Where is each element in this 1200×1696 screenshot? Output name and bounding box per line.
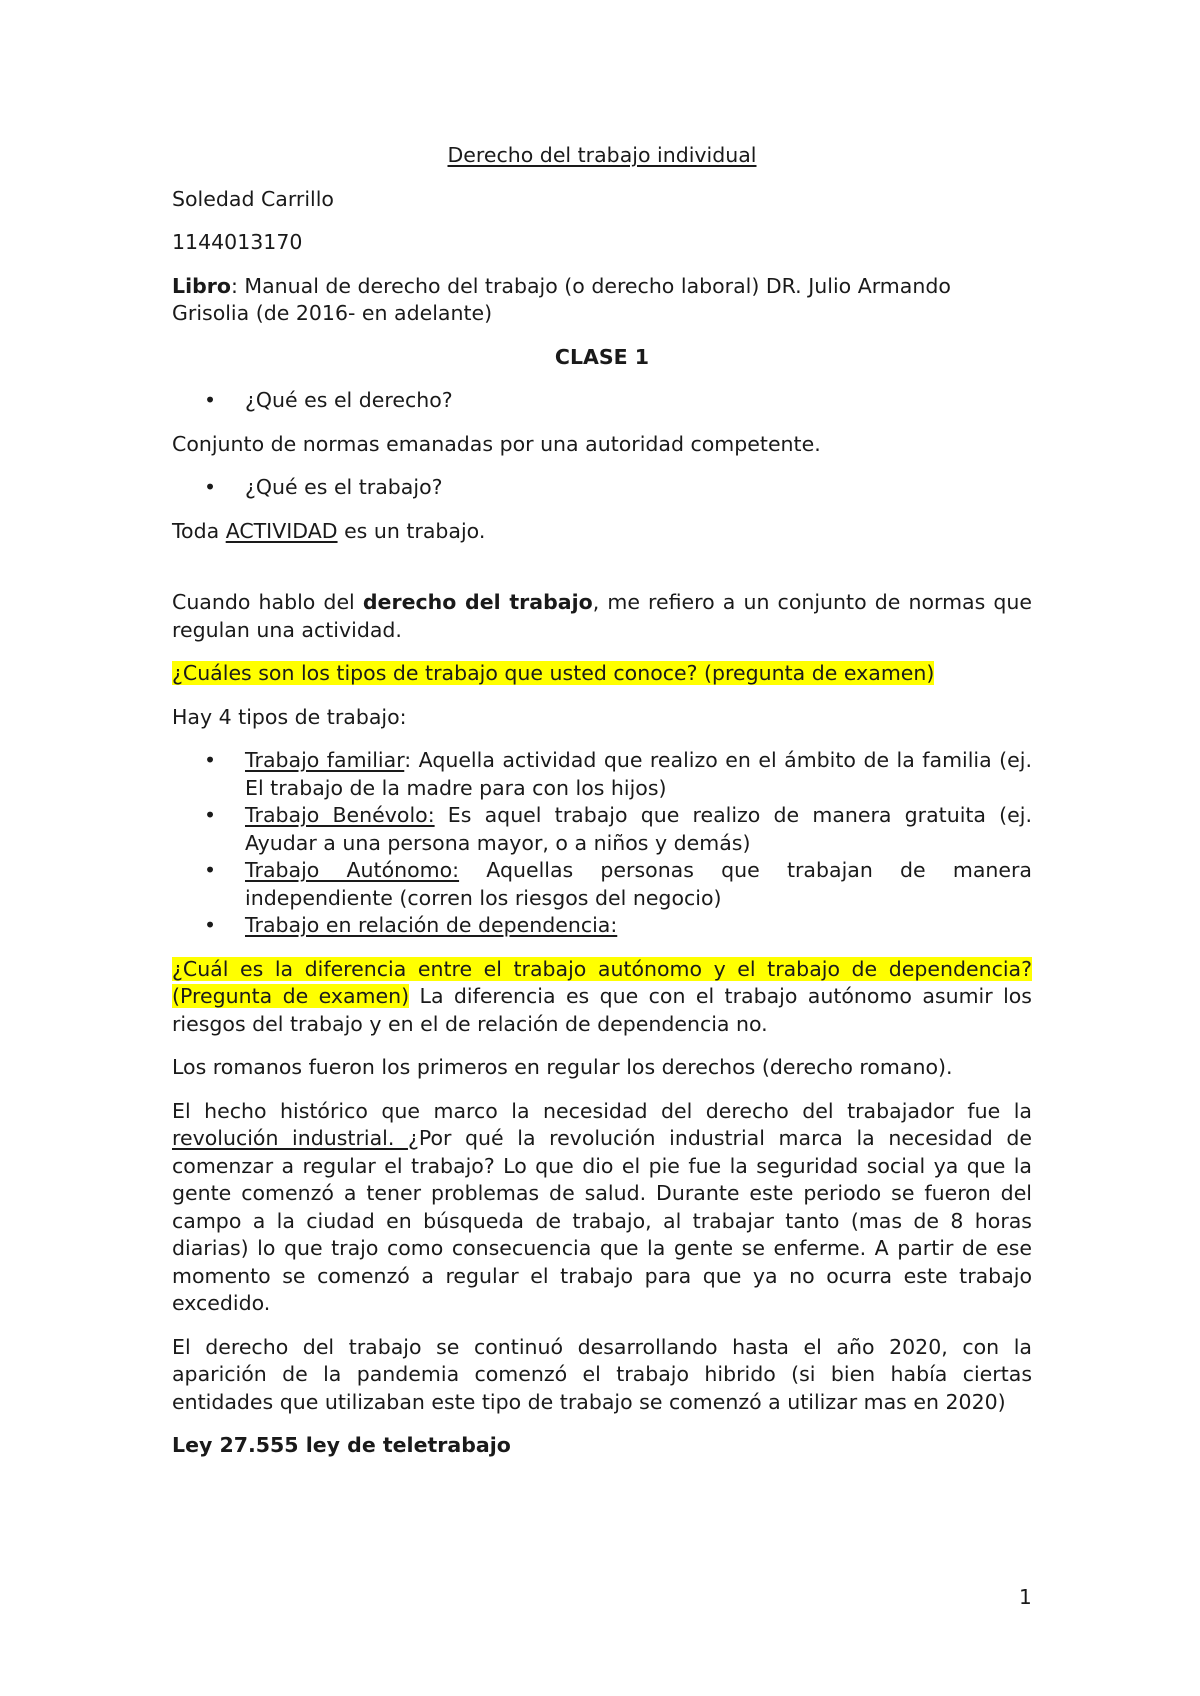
document-title xyxy=(172,142,1032,170)
work-type-desc: Es aquel trabajo que realizo de manera gratuita (ej. Ayudar a una persona mayor, o a niños y demás) xyxy=(245,803,1032,855)
question-trabajo: ¿Qué es el trabajo? xyxy=(245,475,443,499)
question-derecho: ¿Qué es el derecho? xyxy=(245,388,453,412)
author-name: Soledad Carrillo xyxy=(172,186,334,211)
history-before: El hecho histórico que marco la necesidad del derecho del trabajador fue la xyxy=(172,1098,1032,1123)
work-types-list xyxy=(172,747,1032,940)
exam-answer-difference: La diferencia es que con el trabajo autónomo asumir los riesgos del trabajo y en el de relación de dependencia no. xyxy=(172,984,1032,1036)
list-item xyxy=(172,802,1032,857)
history-paragraph xyxy=(172,1098,1032,1318)
document-title-text: Derecho del trabajo individual xyxy=(447,143,757,167)
work-type-name: Trabajo Benévolo: xyxy=(245,803,435,827)
work-type-desc: Aquellas personas que trabajan de manera independiente (corren los riesgos del negocio) xyxy=(245,858,1032,910)
definition-bold: derecho del trabajo xyxy=(362,590,593,614)
bullet-icon: • xyxy=(204,388,217,412)
definition-before: Cuando hablo del xyxy=(172,590,363,614)
bullet-icon: • xyxy=(204,748,217,772)
student-id: 1144013170 xyxy=(172,230,303,254)
book-label: Libro xyxy=(172,273,231,298)
page-number: 1 xyxy=(1019,1585,1032,1609)
list-item xyxy=(172,474,1032,502)
answer-trabajo-after: es un trabajo. xyxy=(337,518,486,543)
work-type-name: Trabajo Autónomo: xyxy=(245,858,460,882)
bullet-icon: • xyxy=(204,913,217,937)
answer-derecho: Conjunto de normas emanadas por una autoridad competente. xyxy=(172,431,821,456)
question-list-1 xyxy=(172,387,1032,415)
exam-question-types-text: ¿Cuáles son los tipos de trabajo que usted conoce? (pregunta de examen) xyxy=(172,661,935,685)
work-type-name: Trabajo en relación de dependencia: xyxy=(245,913,618,937)
work-type-name: Trabajo familiar xyxy=(245,748,405,772)
history-underlined: revolución industrial. xyxy=(172,1126,408,1150)
exam-question-types xyxy=(172,660,1032,688)
romans-paragraph: Los romanos fueron los primeros en regular los derechos (derecho romano). xyxy=(172,1055,953,1079)
list-item xyxy=(172,387,1032,415)
bullet-icon: • xyxy=(204,475,217,499)
book-reference xyxy=(172,273,1032,328)
class-heading: CLASE 1 xyxy=(554,344,650,369)
answer-trabajo-before: Toda xyxy=(172,518,226,543)
history-after: ¿Por qué la revolución industrial marca la necesidad de comenzar a regular el trabajo? Lo que dio el pie fue la seguridad social ya que la gente comenzó a tener problemas de salud. Durante este periodo se fueron del campo a la ciudad en búsqueda de trabajo, al trabajar tanto (mas de 8 horas diarias) lo que trajo como consecuencia que la gente se enferme. A partir de ese momento se comenzó a regular el trabajo para que ya no ocurra este trabajo excedido. xyxy=(172,1126,1032,1315)
list-item xyxy=(172,747,1032,802)
list-item xyxy=(172,912,1032,940)
bullet-icon: • xyxy=(204,858,217,882)
exam-question-difference xyxy=(172,956,1032,1039)
answer-trabajo xyxy=(172,518,1032,546)
definition-after: , me refiero a un conjunto de normas que regulan una actividad. xyxy=(172,590,1033,642)
bullet-icon: • xyxy=(204,803,217,827)
book-text: : Manual de derecho del trabajo (o derecho laboral) DR. Julio Armando Grisolia (de 2016- en adelante) xyxy=(172,273,951,325)
answer-trabajo-underlined: ACTIVIDAD xyxy=(225,518,338,543)
law-heading: Ley 27.555 ley de teletrabajo xyxy=(172,1433,511,1457)
work-type-desc: : Aquella actividad que realizo en el ámbito de la familia (ej. El trabajo de la madre para con los hijos) xyxy=(245,748,1032,800)
exam-question-difference-text: ¿Cuál es la diferencia entre el trabajo autónomo y el trabajo de dependencia? (Pregunta de examen) xyxy=(172,956,1032,1008)
types-intro: Hay 4 tipos de trabajo: xyxy=(172,704,407,729)
document-body xyxy=(172,142,1032,1476)
list-item xyxy=(172,857,1032,912)
definition-paragraph xyxy=(172,589,1032,644)
evolution-paragraph: El derecho del trabajo se continuó desarrollando hasta el año 2020, con la aparición de la pandemia comenzó el trabajo hibrido (si bien había ciertas entidades que utilizaban este tipo de trabajo se comenzó a utilizar mas en 2020) xyxy=(172,1334,1032,1414)
question-list-2 xyxy=(172,474,1032,502)
